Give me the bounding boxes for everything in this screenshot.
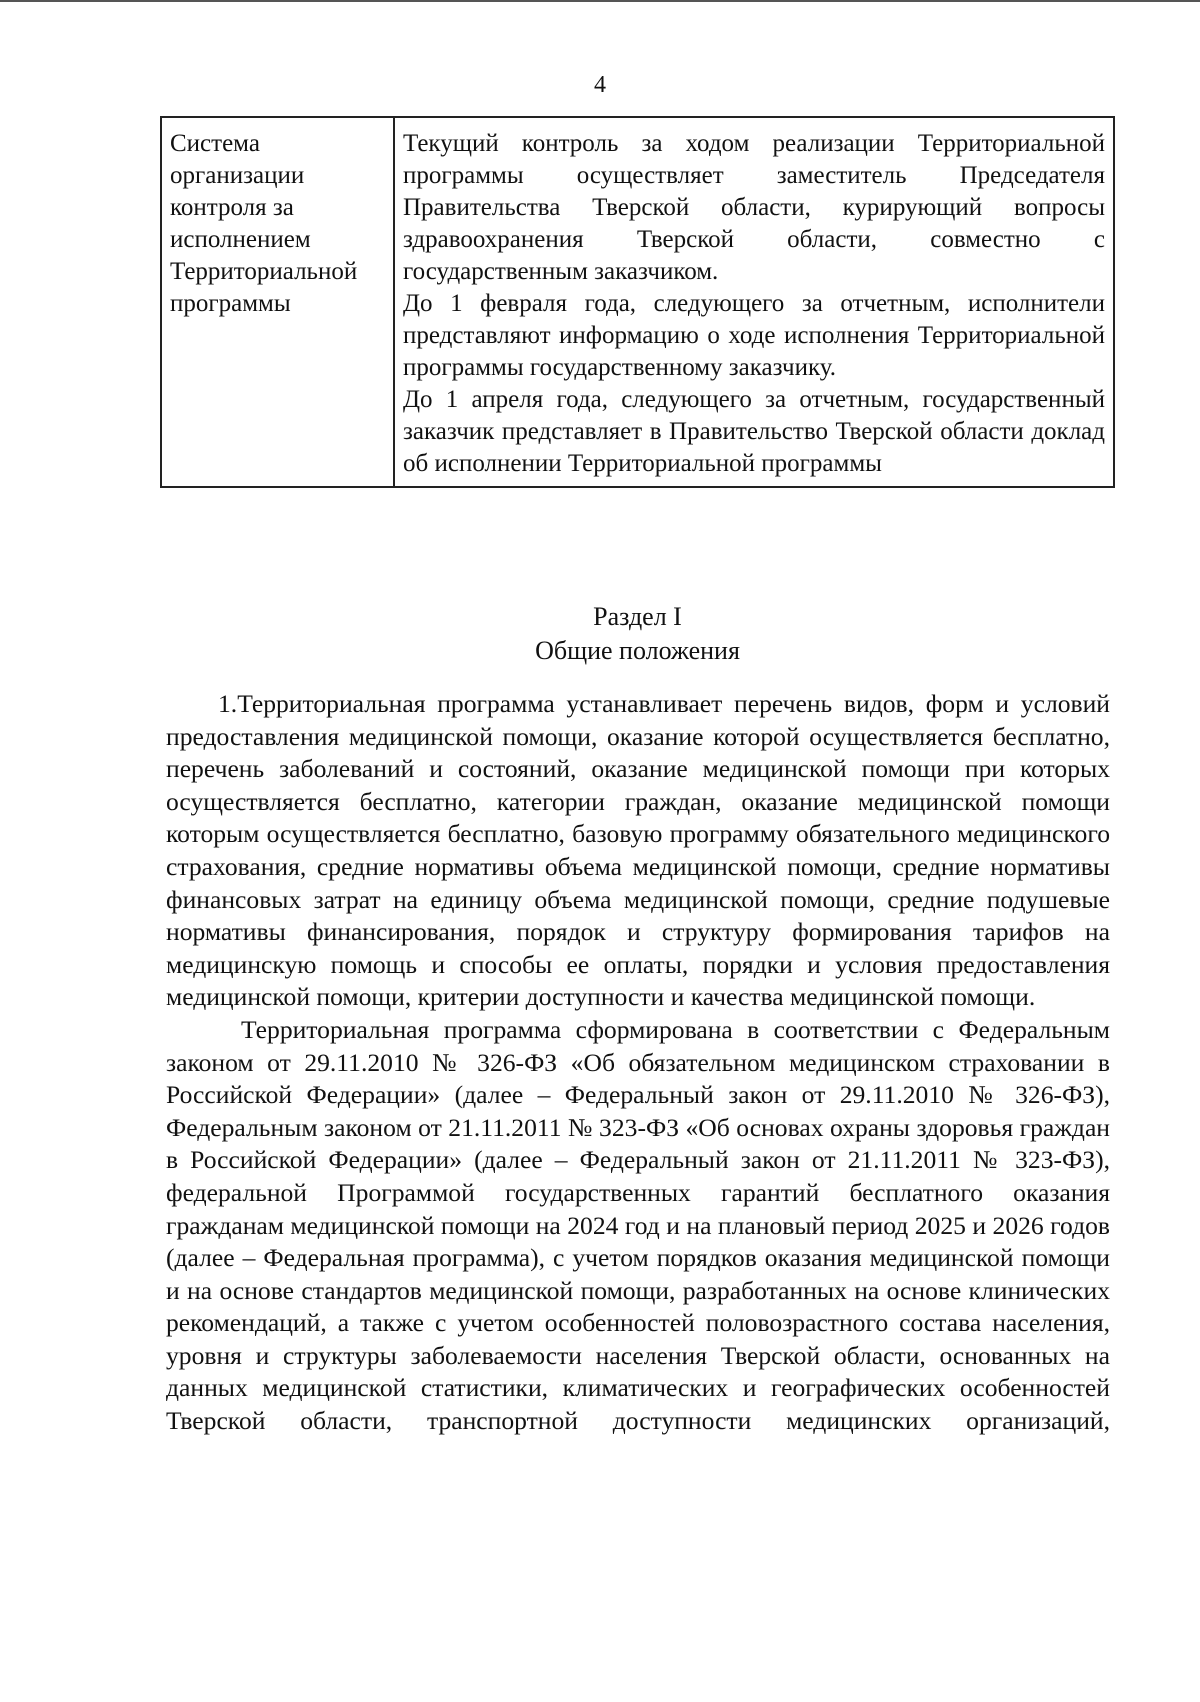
body-paragraph-1: 1.Территориальная программа устанавливает перечень видов, форм и условий предоставления медицинской помощи, оказание которой осуществляется бесплатно, перечень заболеваний и состояний, оказание медицинской помощи при которых осуществляется бесплатно, категории граждан, оказание медицинской помощи которым осуществляется бесплатно, базовую программу обязательного медицинского страхования, средние нормативы объема медицинской помощи, средние нормативы финансовых затрат на единицу объема медицинской помощи, средние подушевые нормативы финансирования, порядок и структуру формирования тарифов на медицинскую помощь и способы ее оплаты, порядки и условия предоставления медицинской помощи, критерии доступности и качества медицинской помощи. (166, 689, 1110, 1012)
table-row (161, 117, 1114, 487)
table-paragraph-february: До 1 февраля года, следующего за отчетным, исполнители представляют информацию о ходе исполнения Территориальной программы государственному заказчику. (403, 290, 1105, 381)
body-paragraph-2: Территориальная программа сформирована в соответствии с Федеральным законом от 29.11.2010 № 326-ФЗ «Об обязательном медицинском страховании в Российской Федерации» (далее – Федеральный закон от 29.11.2010 № 326-ФЗ), Федеральным законом от 21.11.2011 № 323-ФЗ «Об основах охраны здоровья граждан в Российской Федерации» (далее – Федеральный закон от 21.11.2011 № 323-ФЗ), федеральной Программой государственных гарантий бесплатного оказания гражданам медицинской помощи на 2024 год и на плановый период 2025 и 2026 годов (далее – Федеральная программа), с учетом порядков оказания медицинской помощи и на основе стандартов медицинской помощи, разработанных на основе клинических рекомендаций, а также с учетом особенностей половозрастного состава населения, уровня и структуры заболеваемости населения Тверской области, основанных на данных медицинской статистики, климатических и географических особенностей Тверской области, транспортной доступности медицинских организаций, (166, 1014, 1110, 1436)
section-title: Общие положения (535, 636, 740, 665)
passport-table (160, 116, 1115, 488)
table-label-cell: Система организации контроля за исполнением Территориальной программы (161, 117, 394, 487)
section-number: Раздел I (593, 602, 682, 631)
table-content-cell (394, 117, 1114, 487)
section-heading (160, 600, 1115, 668)
body-text (166, 688, 1110, 1438)
table-paragraph-control: Текущий контроль за ходом реализации Территориальной программы осуществляет заместитель Председателя Правительства Тверской области, курирующий вопросы здравоохранения Тверской области, совместно с государственным заказчиком. (403, 130, 1105, 285)
page-number: 4 (594, 72, 606, 98)
scan-top-edge (0, 0, 1200, 2)
table-paragraph-april: До 1 апреля года, следующего за отчетным, государственный заказчик представляет в Правительство Тверской области доклад об исполнении Территориальной программы (403, 386, 1105, 477)
